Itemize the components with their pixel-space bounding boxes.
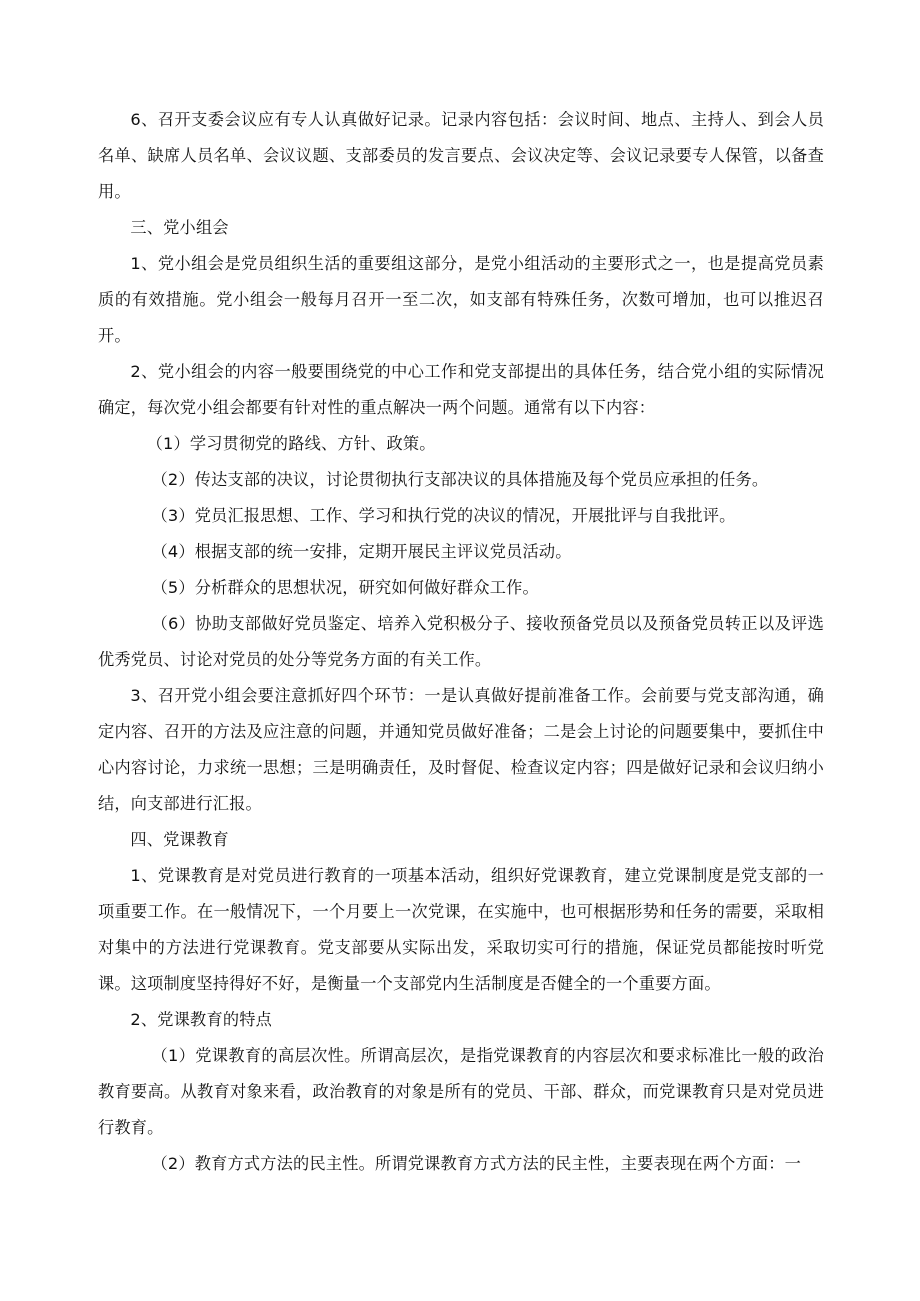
list-item-5: （5）分析群众的思想状况，研究如何做好群众工作。 <box>151 578 539 597</box>
list-item-6: （6）协助支部做好党员鉴定、培养入党积极分子、接收预备党员以及预备党员转正以及评选优秀党员、讨论对党员的处分等党务方面的有关工作。 <box>98 614 824 669</box>
list-item-2: （2）传达支部的决议，讨论贯彻执行支部决议的具体措施及每个党员应承担的任务。 <box>151 470 769 489</box>
section-heading-4: 四、党课教育 <box>130 830 229 849</box>
paragraph-4-2: 2、党课教育的特点 <box>130 1010 272 1029</box>
paragraph-item-6: 6、召开支委会议应有专人认真做好记录。记录内容包括：会议时间、地点、主持人、到会人员名单、缺席人员名单、会议议题、支部委员的发言要点、会议决定等、会议记录要专人保管，以备查用。 <box>98 110 824 201</box>
list-item-4: （4）根据支部的统一安排，定期开展民主评议党员活动。 <box>151 542 572 561</box>
section-heading-3: 三、党小组会 <box>130 218 229 237</box>
paragraph-4-1: 1、党课教育是对党员进行教育的一项基本活动，组织好党课教育，建立党课制度是党支部的一项重要工作。在一般情况下，一个月要上一次党课，在实施中，也可根据形势和任务的需要，采取相对集中的方法进行党课教育。党支部要从实际出发，采取切实可行的措施，保证党员都能按时听党课。这项制度坚持得好不好，是衡量一个支部党内生活制度是否健全的一个重要方面。 <box>98 866 824 993</box>
list-item-3: （3）党员汇报思想、工作、学习和执行党的决议的情况，开展批评与自我批评。 <box>151 506 736 525</box>
list-item-4-1: （1）党课教育的高层次性。所谓高层次，是指党课教育的内容层次和要求标准比一般的政治教育要高。从教育对象来看，政治教育的对象是所有的党员、干部、群众，而党课教育只是对党员进行教育。 <box>98 1046 824 1137</box>
paragraph-3-2: 2、党小组会的内容一般要围绕党的中心工作和党支部提出的具体任务，结合党小组的实际情况确定，每次党小组会都要有针对性的重点解决一两个问题。通常有以下内容： <box>98 362 824 417</box>
paragraph-3-1: 1、党小组会是党员组织生活的重要组这部分，是党小组活动的主要形式之一，也是提高党员素质的有效措施。党小组会一般每月召开一至二次，如支部有特殊任务，次数可增加，也可以推迟召开。 <box>98 254 824 345</box>
list-item-4-2: （2）教育方式方法的民主性。所谓党课教育方式方法的民主性，主要表现在两个方面：一 <box>151 1154 802 1173</box>
list-item-1: （1）学习贯彻党的路线、方针、政策。 <box>146 434 436 453</box>
paragraph-3-3: 3、召开党小组会要注意抓好四个环节：一是认真做好提前准备工作。会前要与党支部沟通，确定内容、召开的方法及应注意的问题，并通知党员做好准备；二是会上讨论的问题要集中，要抓住中心内容讨论，力求统一思想；三是明确责任，及时督促、检查议定内容；四是做好记录和会议归纳小结，向支部进行汇报。 <box>98 686 824 813</box>
